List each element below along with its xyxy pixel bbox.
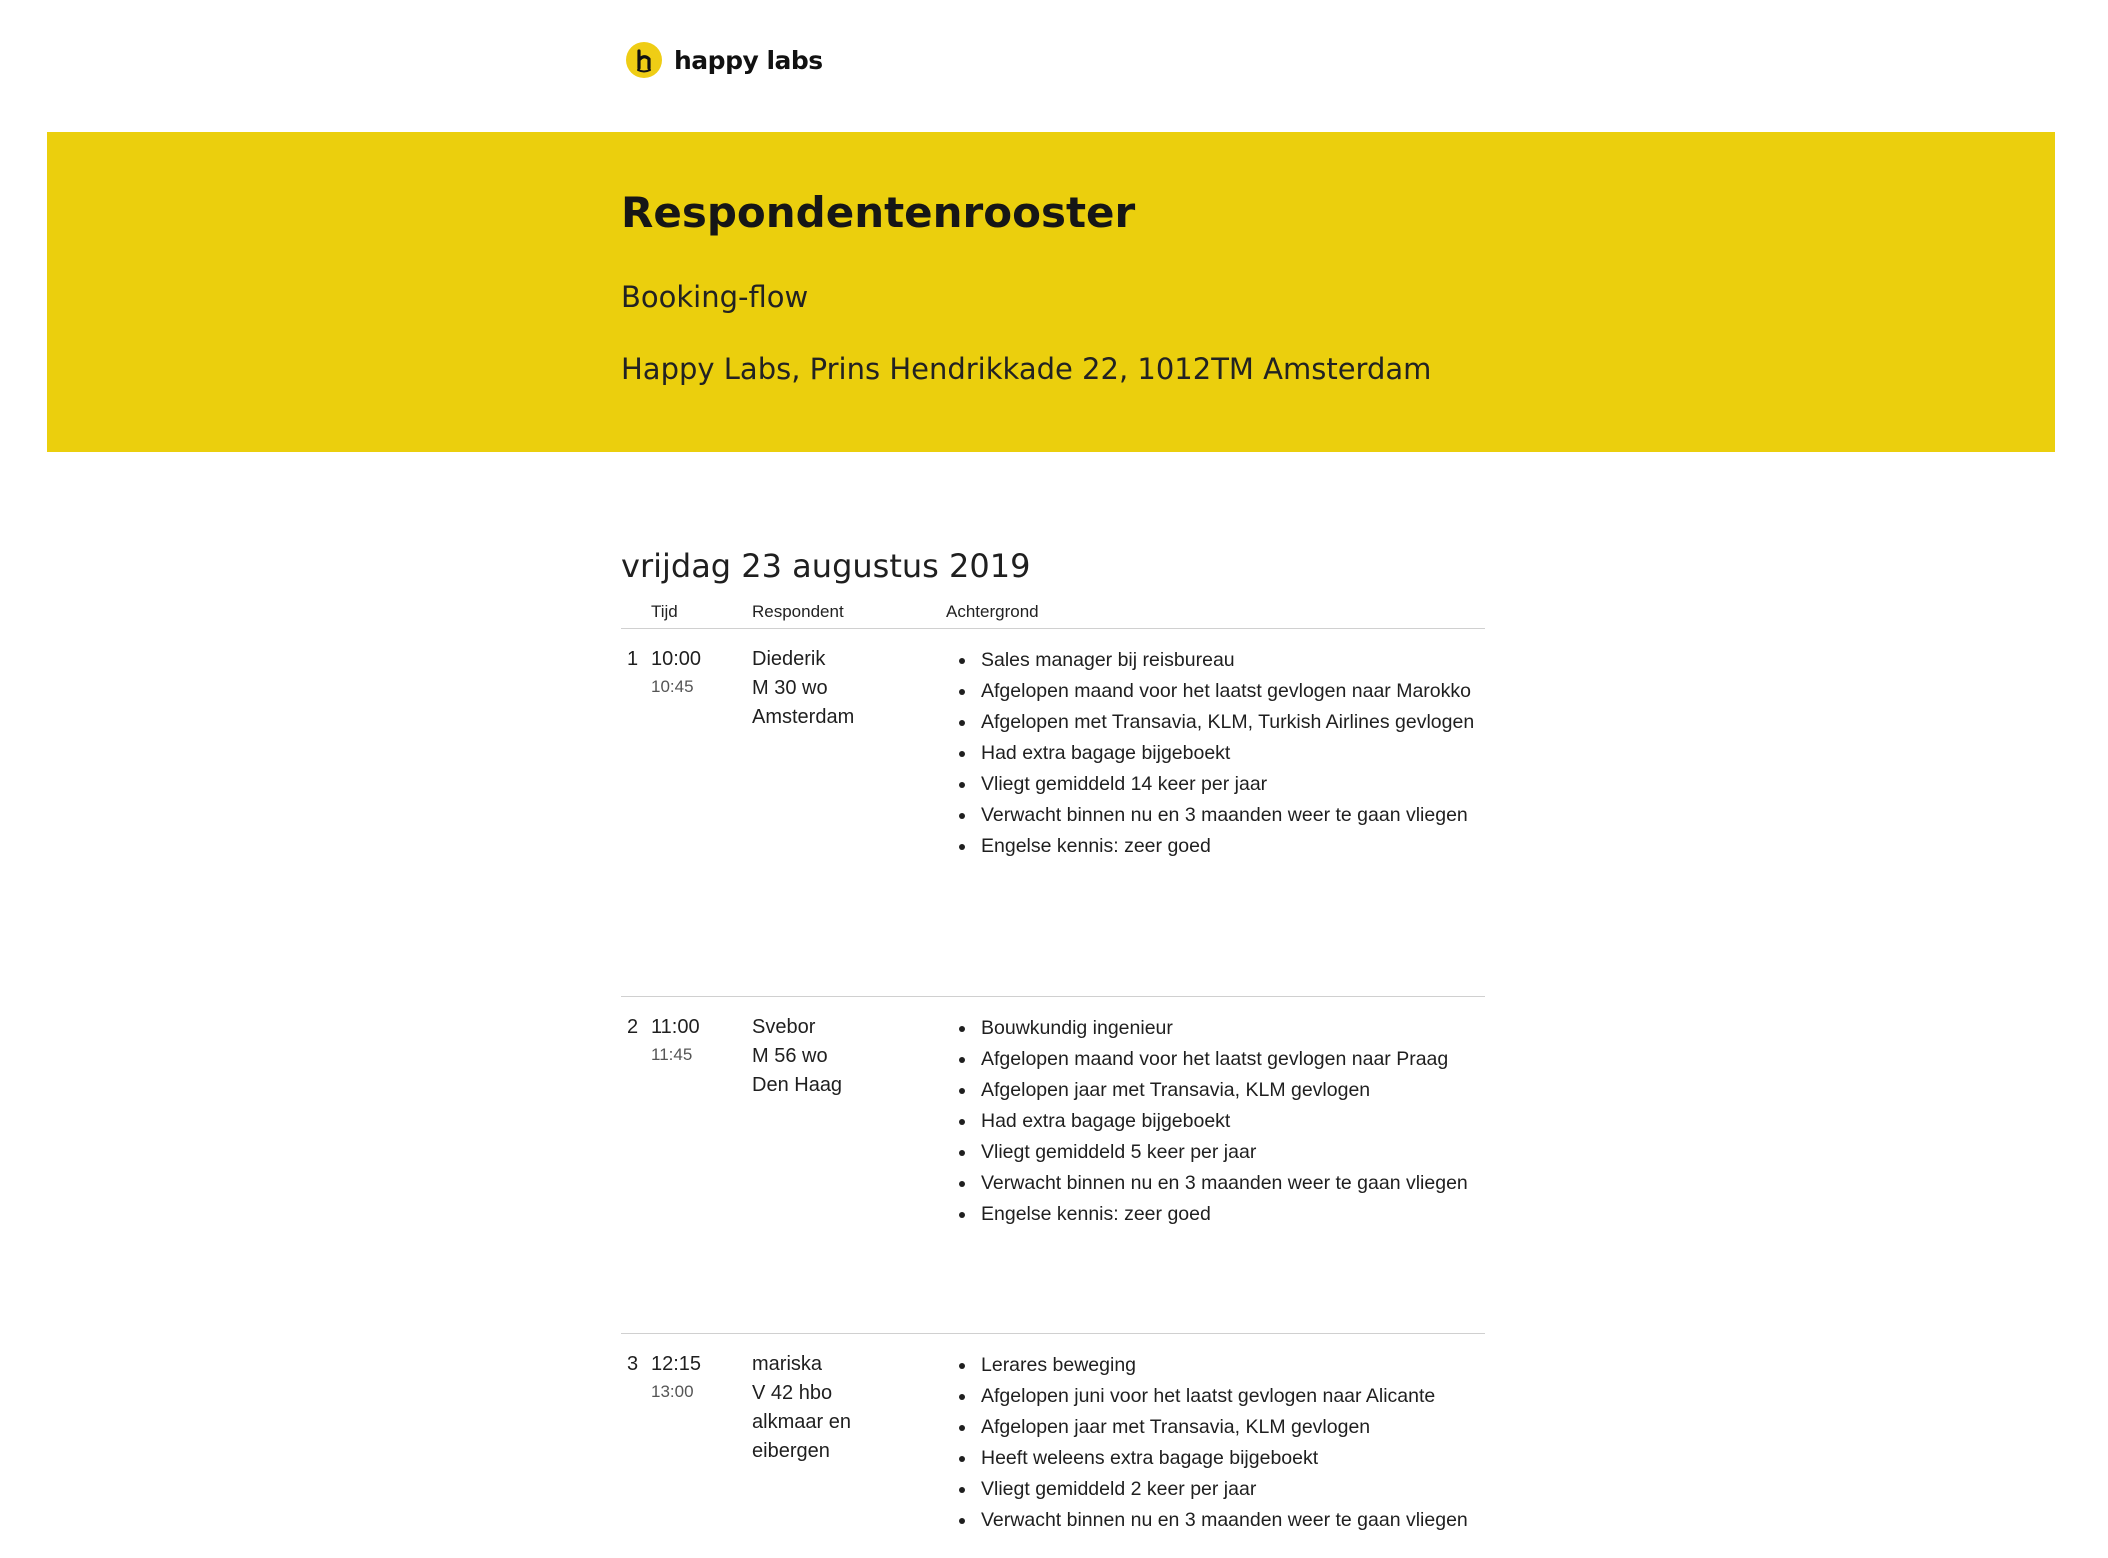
list-item: Afgelopen maand voor het laatst gevlogen naar Praag [939,1044,1484,1075]
list-item: Vliegt gemiddeld 5 keer per jaar [939,1137,1484,1168]
respondent-info [752,645,932,732]
page-subtitle: Booking-flow [621,280,809,314]
row-number: 1 [627,648,639,670]
row-number: 3 [627,1353,639,1375]
end-time: 11:45 [651,1045,693,1064]
list-item: Engelse kennis: zeer goed [939,1199,1484,1230]
day-heading: vrijdag 23 augustus 2019 [621,547,1031,585]
list-item: Afgelopen jaar met Transavia, KLM gevlogen [939,1075,1484,1106]
logo-text: happy labs [674,45,823,75]
respondent-location: eibergen [752,1440,830,1462]
respondent-name: Svebor [752,1016,816,1038]
list-item: Had extra bagage bijgeboekt [939,738,1484,769]
table-header [621,592,1485,629]
list-item: Afgelopen maand voor het laatst gevlogen naar Marokko [939,676,1484,707]
list-item: Afgelopen juni voor het laatst gevlogen naar Alicante [939,1381,1484,1412]
column-header-respondent: Respondent [752,602,844,621]
respondent-info [752,1013,932,1100]
respondent-location: Den Haag [752,1074,843,1096]
column-header-time: Tijd [651,602,678,621]
list-item: Heeft weleens extra bagage bijgeboekt [939,1443,1484,1474]
background-list [939,1350,1484,1536]
schedule [621,540,1485,1558]
table-row [621,997,1485,1334]
list-item: Engelse kennis: zeer goed [939,831,1484,862]
column-header-background: Achtergrond [946,602,1039,621]
end-time: 10:45 [651,677,694,696]
list-item: Verwacht binnen nu en 3 maanden weer te gaan vliegen [939,800,1484,831]
respondent-name: Diederik [752,648,826,670]
list-item: Verwacht binnen nu en 3 maanden weer te gaan vliegen [939,1505,1484,1536]
end-time: 13:00 [651,1382,694,1401]
list-item: Afgelopen met Transavia, KLM, Turkish Airlines gevlogen [939,707,1484,738]
respondent-profile: V 42 hbo [752,1382,833,1404]
respondent-profile: M 56 wo [752,1045,828,1067]
happy-labs-logo-icon [626,42,662,78]
table-row [621,1334,1485,1558]
list-item: Lerares beweging [939,1350,1484,1381]
respondent-location: alkmaar en [752,1411,851,1433]
logo[interactable] [626,40,823,80]
list-item: Verwacht binnen nu en 3 maanden weer te gaan vliegen [939,1168,1484,1199]
table-row [621,629,1485,997]
list-item: Had extra bagage bijgeboekt [939,1106,1484,1137]
start-time: 11:00 [651,1016,700,1038]
location-address: Happy Labs, Prins Hendrikkade 22, 1012TM Amsterdam [621,352,1432,386]
start-time: 10:00 [651,648,702,670]
start-time: 12:15 [651,1353,702,1375]
page-title: Respondentenrooster [621,188,1136,237]
background-list [939,645,1484,862]
header-banner [47,132,2055,452]
list-item: Vliegt gemiddeld 14 keer per jaar [939,769,1484,800]
list-item: Vliegt gemiddeld 2 keer per jaar [939,1474,1484,1505]
list-item: Sales manager bij reisbureau [939,645,1484,676]
respondent-info [752,1350,932,1466]
respondent-name: mariska [752,1353,823,1375]
list-item: Afgelopen jaar met Transavia, KLM gevlogen [939,1412,1484,1443]
background-list [939,1013,1484,1230]
respondent-profile: M 30 wo [752,677,828,699]
row-number: 2 [627,1016,639,1038]
respondent-location: Amsterdam [752,706,855,728]
list-item: Bouwkundig ingenieur [939,1013,1484,1044]
